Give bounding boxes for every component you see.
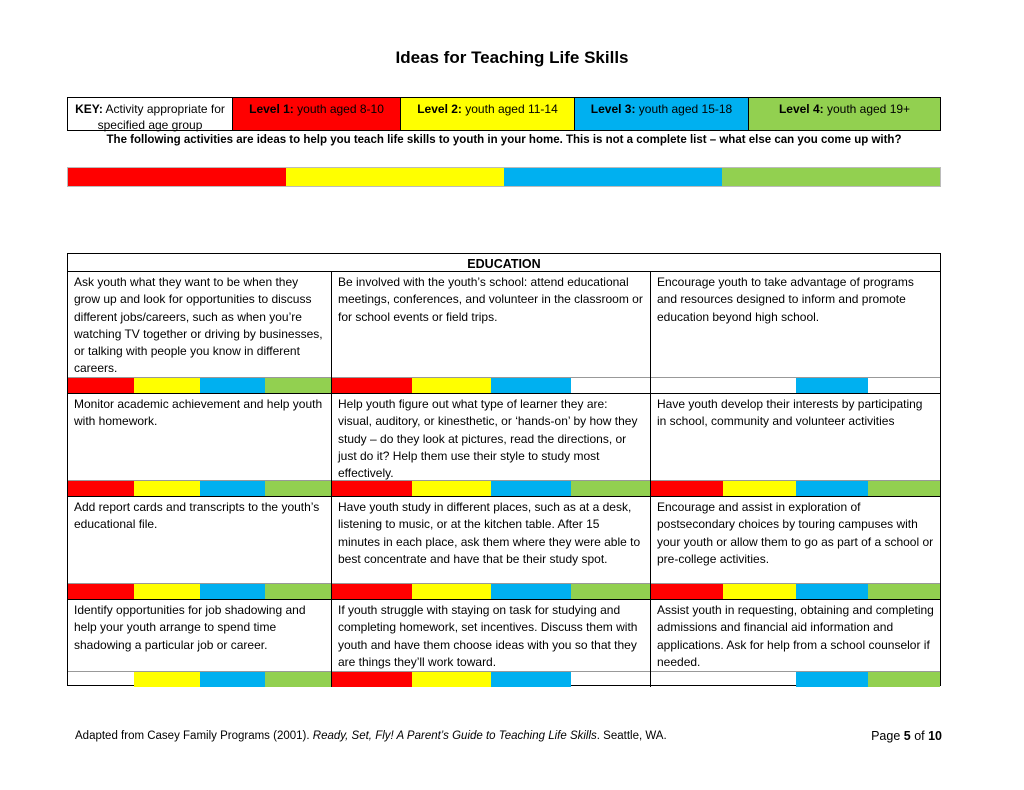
band-red bbox=[68, 168, 286, 186]
level-indicator-bar bbox=[332, 480, 650, 496]
table-row bbox=[68, 497, 940, 600]
activity-text: Identify opportunities for job shadowing and help your youth arrange to spend time shadowing a particular job or career. bbox=[74, 603, 306, 652]
activity-cell bbox=[650, 394, 940, 496]
activity-text: If youth struggle with staying on task for studying and completing homework, set incentives. Discuss them with youth and have them choose ideas with you so that they are things they’ll work toward. bbox=[338, 603, 638, 669]
level-2-segment bbox=[412, 672, 492, 687]
key-level-3: Level 3: youth aged 15-18 bbox=[574, 98, 748, 130]
intro-text: The following activities are ideas to help you teach life skills to youth in your home. This is not a complete list – what else can you come up with? bbox=[106, 134, 902, 146]
band-green bbox=[722, 168, 940, 186]
activity-text: Encourage and assist in exploration of postsecondary choices by touring campuses with your youth or allow them to go as part of a school or pre-college activities. bbox=[657, 500, 934, 566]
key-level-1: Level 1: youth aged 8-10 bbox=[232, 98, 400, 130]
level-2-segment bbox=[723, 481, 795, 496]
footer-citation: Adapted from Casey Family Programs (2001). Ready, Set, Fly! A Parent’s Guide to Teaching Life Skills. Seattle, WA. bbox=[75, 730, 667, 742]
activity-text: Have youth study in different places, such as at a desk, listening to music, or at the kitchen table. After 15 minutes in each place, ask them where they were able to best concentrate and have that be their study spot. bbox=[338, 500, 641, 566]
level-4-segment bbox=[265, 378, 331, 393]
level-3-segment bbox=[491, 672, 571, 687]
level-1-segment bbox=[68, 378, 134, 393]
level-4-segment bbox=[265, 584, 331, 599]
level-4-segment bbox=[571, 672, 651, 687]
level-4-segment bbox=[265, 672, 331, 687]
level-4-segment bbox=[868, 481, 940, 496]
level-1-segment bbox=[68, 481, 134, 496]
level-4-segment bbox=[868, 672, 940, 687]
education-table bbox=[67, 253, 941, 686]
level-2-segment bbox=[134, 672, 200, 687]
page-title: Ideas for Teaching Life Skills bbox=[395, 48, 629, 67]
level-indicator-bar bbox=[651, 671, 940, 687]
level-1-segment bbox=[332, 378, 412, 393]
level-2-segment bbox=[134, 584, 200, 599]
level-3-segment bbox=[200, 378, 266, 393]
band-blue bbox=[504, 168, 722, 186]
activity-cell bbox=[331, 272, 650, 393]
level-indicator-bar bbox=[651, 377, 940, 393]
level-1-segment bbox=[332, 672, 412, 687]
level-color-band bbox=[67, 167, 941, 187]
page-number: Page 5 of 10 bbox=[871, 729, 942, 743]
level-1-segment bbox=[651, 378, 723, 393]
level-4-segment bbox=[571, 481, 651, 496]
key-level-2: Level 2: youth aged 11-14 bbox=[400, 98, 574, 130]
level-1-segment bbox=[651, 481, 723, 496]
level-4-segment bbox=[868, 378, 940, 393]
level-4-segment bbox=[868, 584, 940, 599]
level-indicator-bar bbox=[68, 671, 331, 687]
activity-text: Be involved with the youth’s school: attend educational meetings, conferences, and volunteer in the classroom or for school events or field trips. bbox=[338, 275, 643, 324]
level-2-segment bbox=[134, 378, 200, 393]
activity-cell bbox=[68, 272, 331, 393]
level-1-segment bbox=[651, 584, 723, 599]
level-3-segment bbox=[491, 481, 571, 496]
activity-text: Assist youth in requesting, obtaining and completing admissions and financial aid information and applications. Ask for help from a school counselor if needed. bbox=[657, 603, 934, 669]
level-2-segment bbox=[412, 481, 492, 496]
activity-cell bbox=[650, 497, 940, 599]
activity-cell bbox=[650, 600, 940, 687]
level-2-segment bbox=[412, 584, 492, 599]
level-indicator-bar bbox=[68, 377, 331, 393]
level-indicator-bar bbox=[651, 583, 940, 599]
key-level-4: Level 4: youth aged 19+ bbox=[748, 98, 940, 130]
level-3-segment bbox=[200, 584, 266, 599]
level-2-segment bbox=[134, 481, 200, 496]
level-2-segment bbox=[723, 584, 795, 599]
activity-cell bbox=[331, 600, 650, 687]
level-3-segment bbox=[491, 584, 571, 599]
level-indicator-bar bbox=[68, 480, 331, 496]
level-4-segment bbox=[571, 378, 651, 393]
activity-text: Monitor academic achievement and help youth with homework. bbox=[74, 397, 323, 429]
activity-cell bbox=[650, 272, 940, 393]
level-3-segment bbox=[491, 378, 571, 393]
activity-cell bbox=[331, 497, 650, 599]
level-2-segment bbox=[723, 672, 795, 687]
level-3-segment bbox=[200, 672, 266, 687]
key-table bbox=[67, 97, 941, 131]
section-heading: EDUCATION bbox=[68, 254, 940, 272]
level-1-segment bbox=[68, 584, 134, 599]
level-4-segment bbox=[265, 481, 331, 496]
level-1-segment bbox=[68, 672, 134, 687]
level-3-segment bbox=[796, 672, 868, 687]
level-4-segment bbox=[571, 584, 651, 599]
level-3-segment bbox=[796, 481, 868, 496]
level-indicator-bar bbox=[651, 480, 940, 496]
level-1-segment bbox=[332, 481, 412, 496]
level-3-segment bbox=[200, 481, 266, 496]
band-yellow bbox=[286, 168, 504, 186]
activity-text: Add report cards and transcripts to the youth’s educational file. bbox=[74, 500, 320, 532]
activity-text: Encourage youth to take advantage of programs and resources designed to inform and promote education beyond high school. bbox=[657, 275, 914, 324]
level-3-segment bbox=[796, 378, 868, 393]
level-indicator-bar bbox=[332, 377, 650, 393]
level-2-segment bbox=[723, 378, 795, 393]
level-1-segment bbox=[651, 672, 723, 687]
level-indicator-bar bbox=[332, 583, 650, 599]
level-indicator-bar bbox=[332, 671, 650, 687]
activity-text: Have youth develop their interests by participating in school, community and volunteer activities bbox=[657, 397, 923, 429]
activity-cell bbox=[68, 394, 331, 496]
table-row bbox=[68, 272, 940, 394]
key-label: KEY: Activity appropriate for specified age group bbox=[68, 98, 232, 130]
activity-text: Help youth figure out what type of learner they are: visual, auditory, or kinesthetic, or ‘hands-on’ by how they study – do they look at pictures, read the directions, or just do it? Help them use their style to study most effectively. bbox=[338, 397, 638, 480]
table-row bbox=[68, 394, 940, 497]
level-2-segment bbox=[412, 378, 492, 393]
level-1-segment bbox=[332, 584, 412, 599]
table-row bbox=[68, 600, 940, 687]
activity-cell bbox=[68, 600, 331, 687]
level-3-segment bbox=[796, 584, 868, 599]
activity-cell bbox=[68, 497, 331, 599]
level-indicator-bar bbox=[68, 583, 331, 599]
activity-text: Ask youth what they want to be when they grow up and look for opportunities to discuss different jobs/careers, such as when you’re watching TV together or driving by businesses, or talking with people you know in different careers. bbox=[74, 275, 323, 376]
activity-cell bbox=[331, 394, 650, 496]
